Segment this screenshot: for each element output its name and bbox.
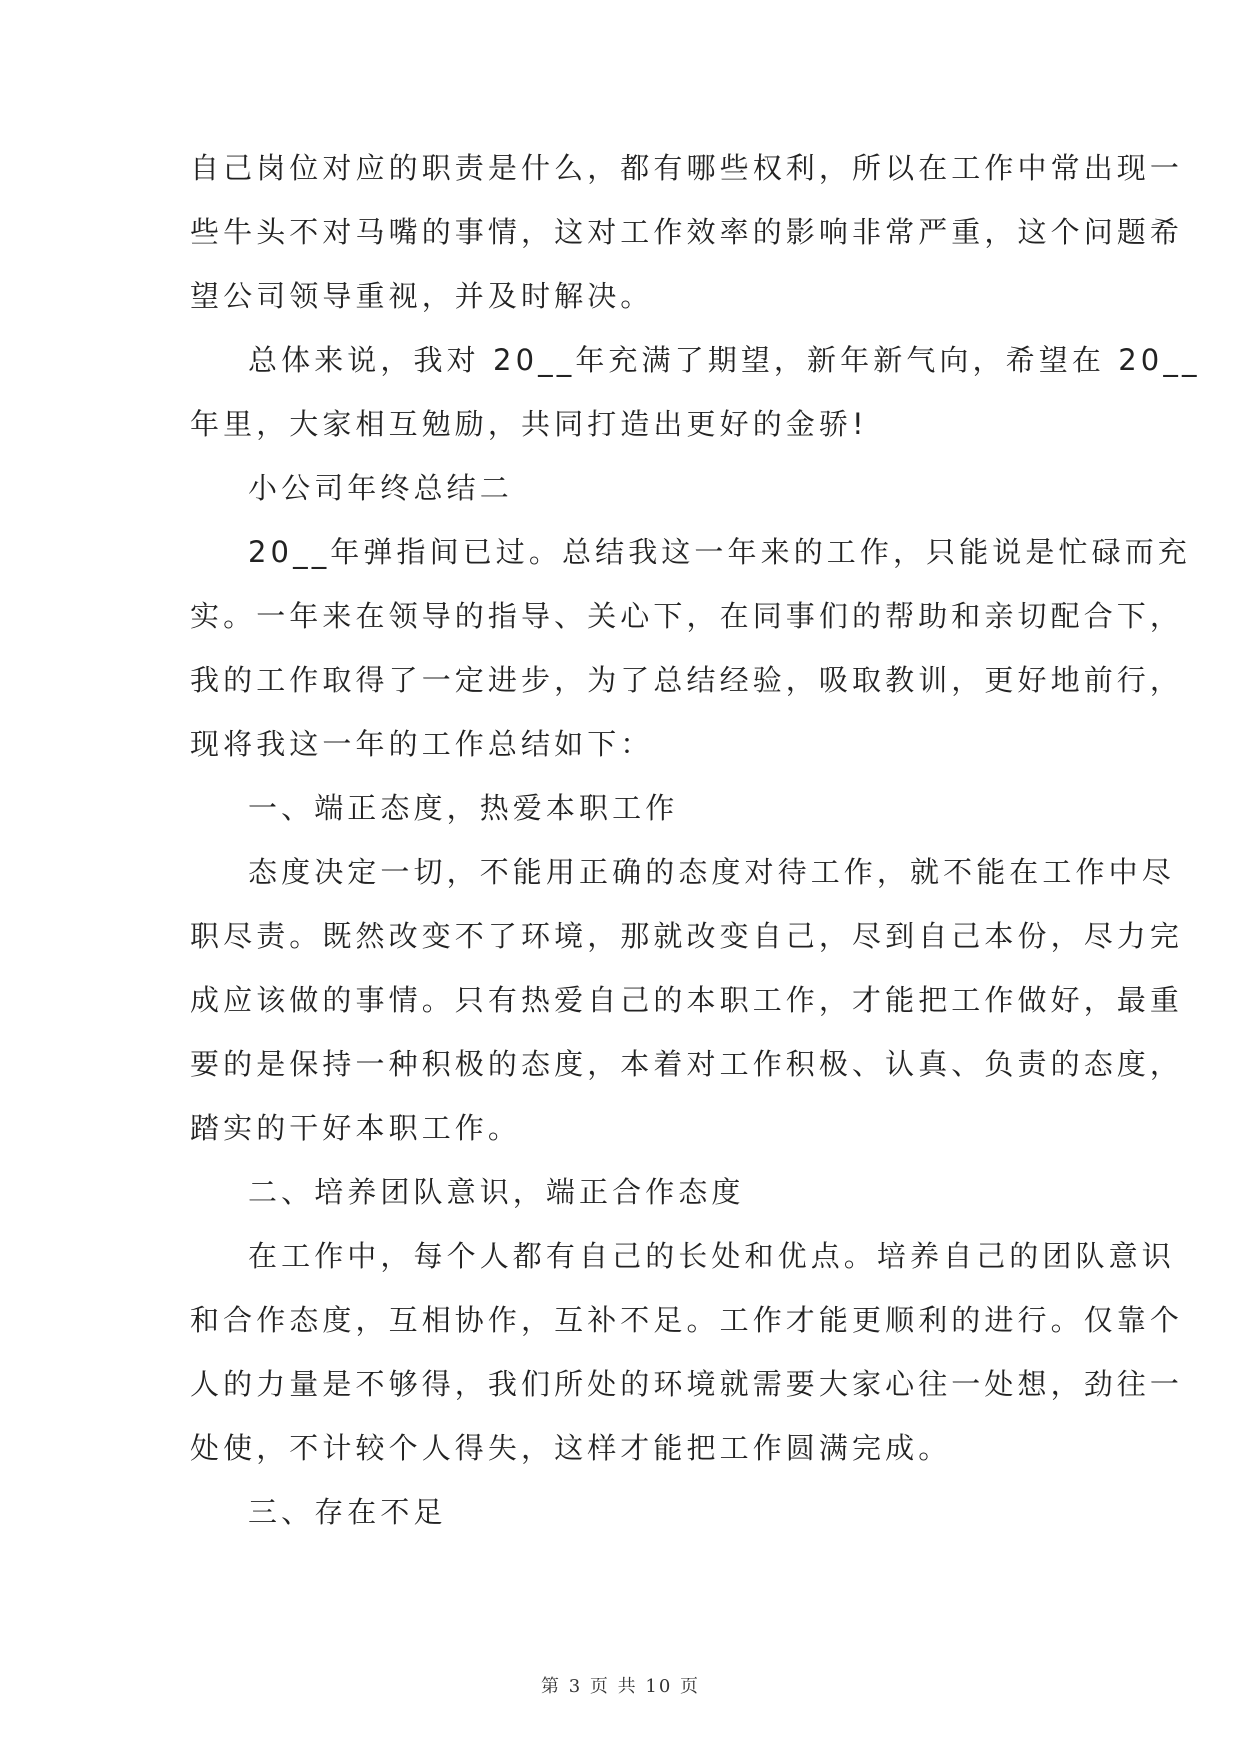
paragraph-line: 职尽责。既然改变不了环境，那就改变自己，尽到自己本份，尽力完	[190, 919, 1184, 953]
paragraph-line: 态度决定一切，不能用正确的态度对待工作，就不能在工作中尽	[248, 855, 1175, 889]
footer-prefix: 第	[540, 1676, 561, 1697]
total-pages-number: 10	[645, 1676, 673, 1697]
section-heading: 二、培养团队意识，端正合作态度	[248, 1175, 745, 1209]
paragraph-line: 20__年弹指间已过。总结我这一年来的工作，只能说是忙碌而充	[248, 535, 1191, 569]
paragraph-line: 和合作态度，互相协作，互补不足。工作才能更顺利的进行。仅靠个	[190, 1303, 1184, 1337]
section-heading: 三、存在不足	[248, 1495, 447, 1529]
paragraph-line: 些牛头不对马嘴的事情，这对工作效率的影响非常严重，这个问题希	[190, 215, 1184, 249]
paragraph-line: 踏实的干好本职工作。	[190, 1111, 522, 1145]
paragraph-line: 望公司领导重视，并及时解决。	[190, 279, 654, 313]
paragraph-line: 人的力量是不够得，我们所处的环境就需要大家心往一处想，劲往一	[190, 1367, 1184, 1401]
paragraph-line: 处使，不计较个人得失，这样才能把工作圆满完成。	[190, 1431, 952, 1465]
paragraph-line: 自己岗位对应的职责是什么，都有哪些权利，所以在工作中常出现一	[190, 151, 1184, 185]
paragraph-line: 要的是保持一种积极的态度，本着对工作积极、认真、负责的态度，	[190, 1047, 1184, 1081]
paragraph-line: 我的工作取得了一定进步，为了总结经验，吸取教训，更好地前行，	[190, 663, 1184, 697]
footer-suffix: 页	[680, 1676, 701, 1697]
paragraph-line: 总体来说，我对 20__年充满了期望，新年新气向，希望在 20__	[248, 343, 1201, 377]
footer-middle: 页 共	[589, 1676, 638, 1697]
page-footer	[0, 1672, 1241, 1698]
paragraph-line: 年里，大家相互勉励，共同打造出更好的金骄!	[190, 407, 868, 441]
paragraph-line: 在工作中，每个人都有自己的长处和优点。培养自己的团队意识	[248, 1239, 1175, 1273]
section-title: 小公司年终总结二	[248, 471, 513, 505]
paragraph-line: 现将我这一年的工作总结如下：	[190, 727, 654, 761]
current-page-number: 3	[568, 1676, 583, 1697]
paragraph-line: 实。一年来在领导的指导、关心下，在同事们的帮助和亲切配合下，	[190, 599, 1184, 633]
section-heading: 一、端正态度，热爱本职工作	[248, 791, 679, 825]
paragraph-line: 成应该做的事情。只有热爱自己的本职工作，才能把工作做好，最重	[190, 983, 1184, 1017]
